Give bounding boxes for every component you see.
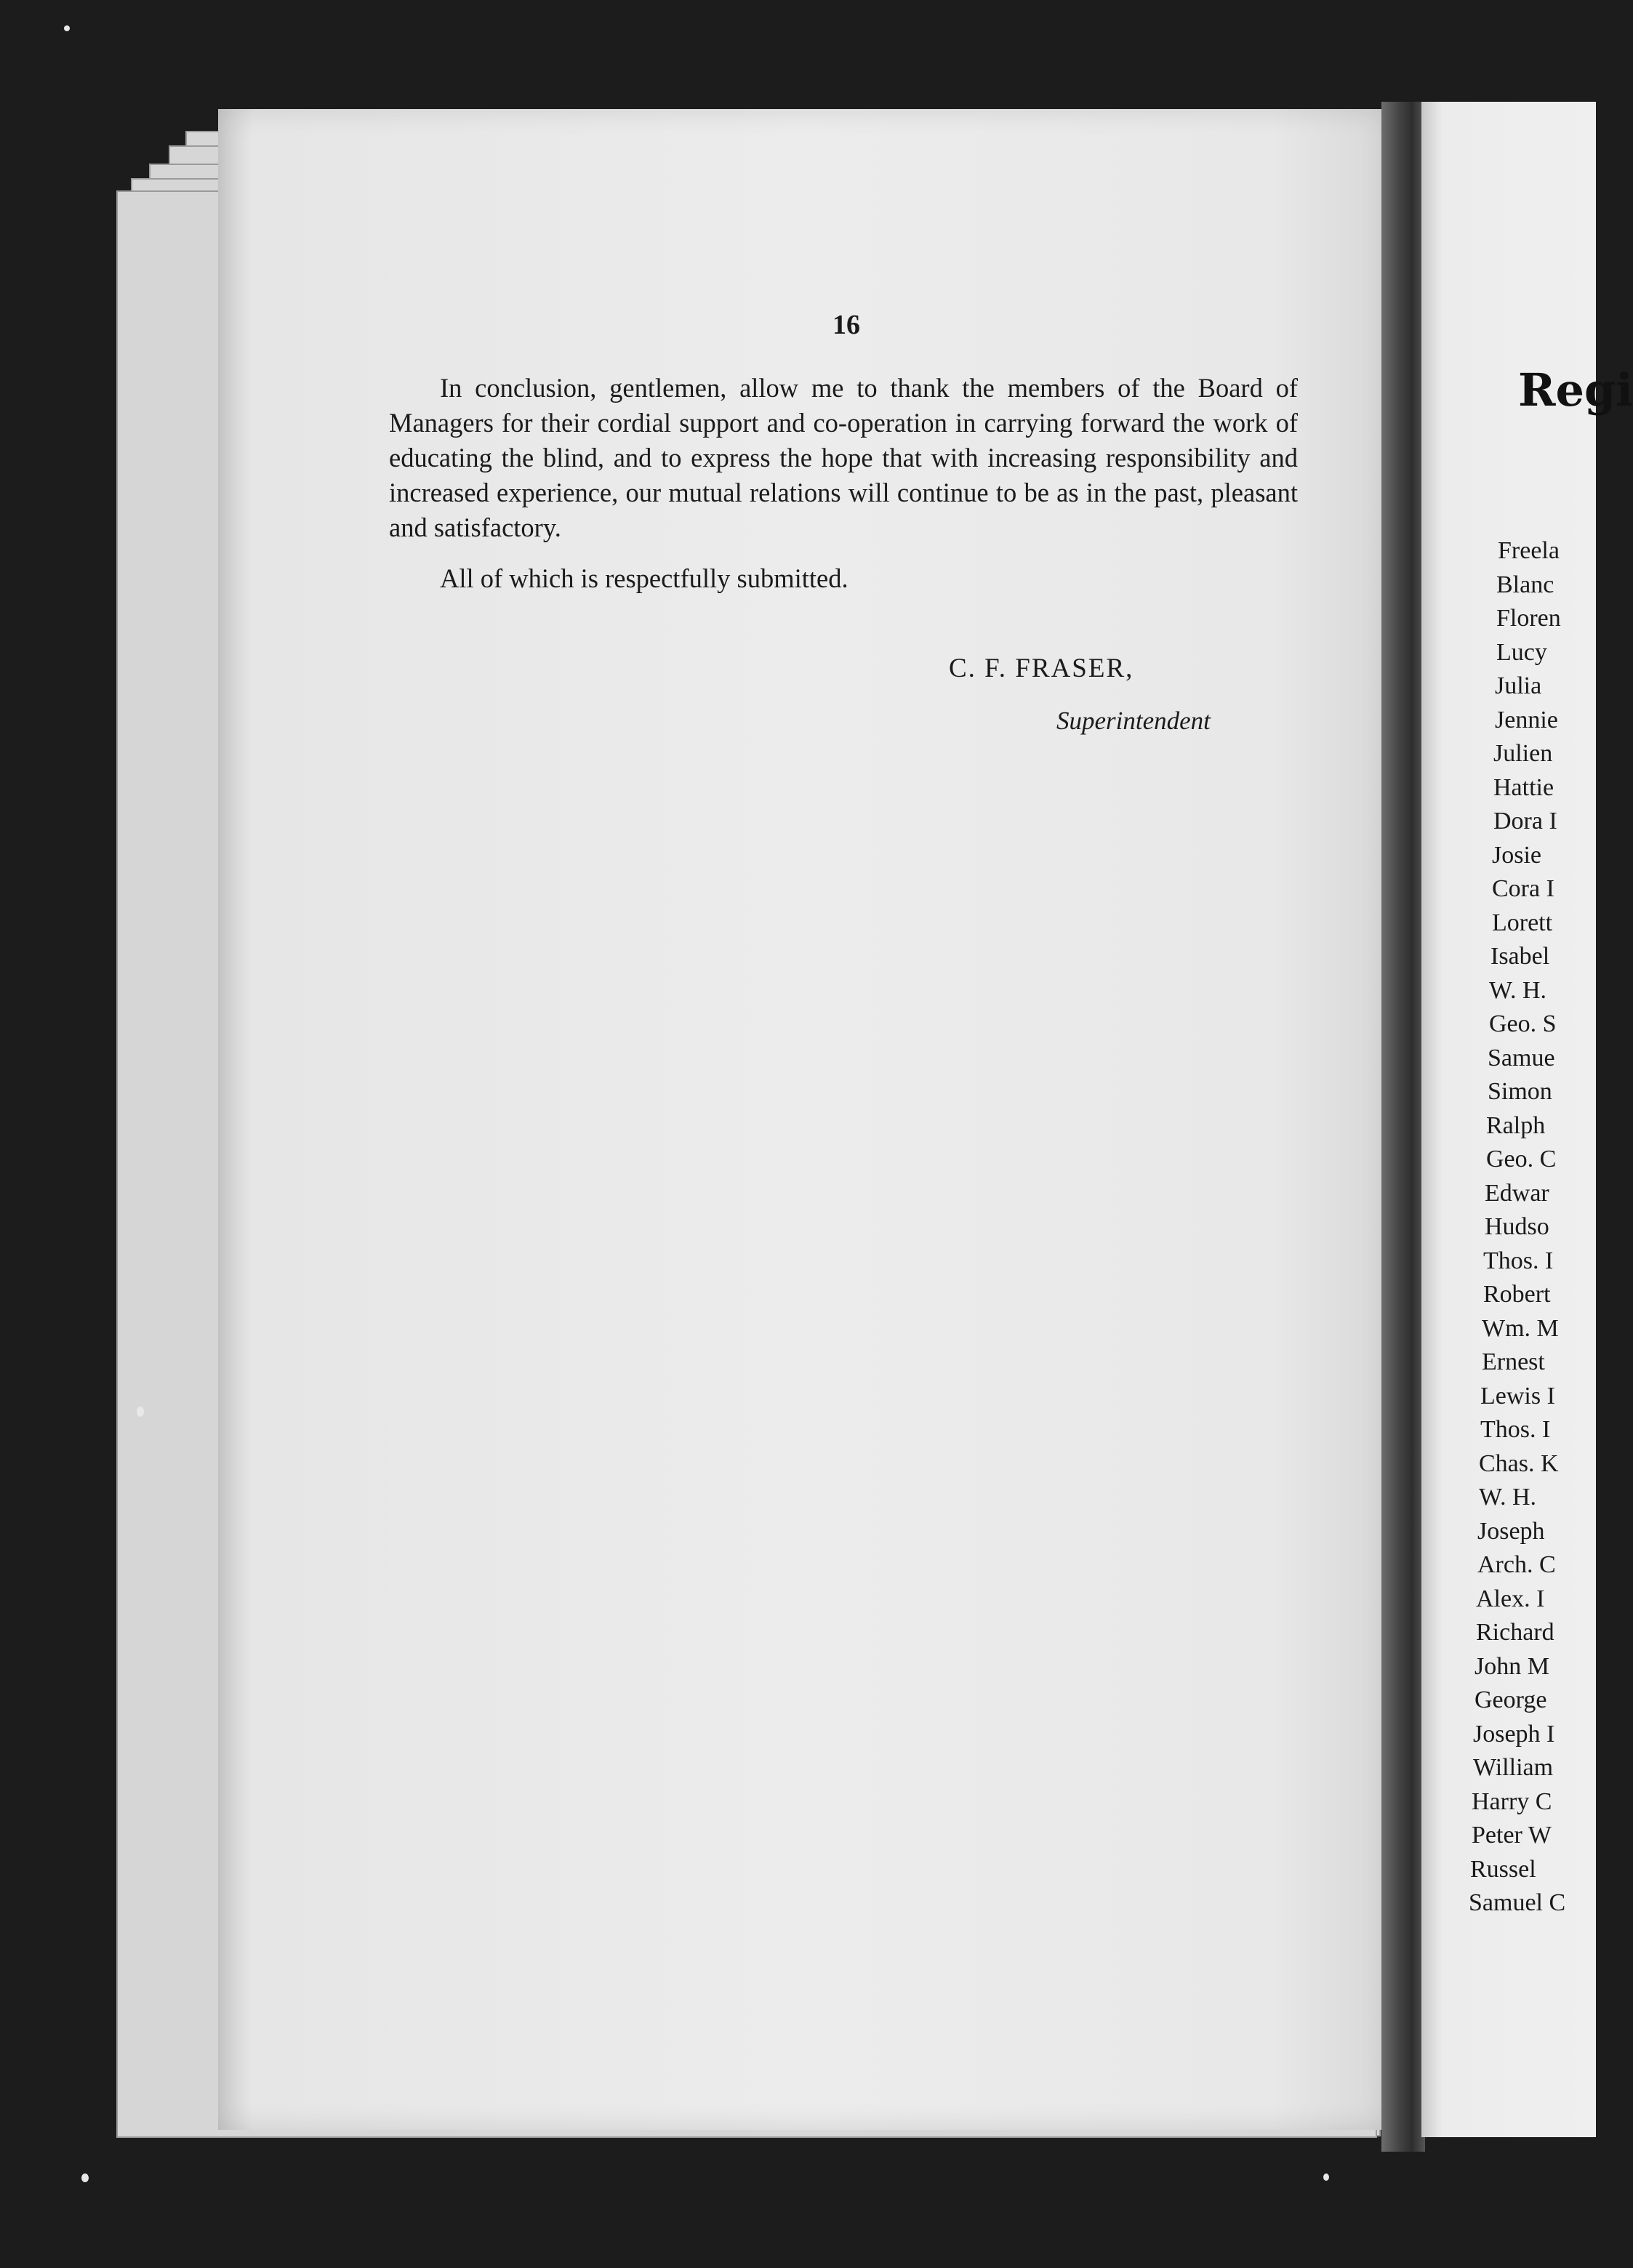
dust-speck <box>64 25 70 31</box>
register-name: Wm. M <box>1482 1314 1559 1342</box>
register-name: Geo. S <box>1489 1010 1557 1037</box>
register-name: Samuel C <box>1469 1889 1566 1916</box>
register-name: Joseph I <box>1473 1720 1555 1748</box>
register-name: Peter W <box>1472 1822 1552 1849</box>
book-gutter <box>1381 102 1425 2152</box>
register-name: Julia <box>1495 672 1542 699</box>
register-name: Ernest <box>1482 1348 1545 1375</box>
signature-name: C. F. FRASER, <box>949 654 1134 683</box>
register-name: Dora I <box>1493 808 1557 835</box>
register-name: Richard <box>1476 1619 1554 1646</box>
register-name: John M <box>1474 1652 1549 1680</box>
register-name: Lucy <box>1496 638 1547 666</box>
register-name: Edwar <box>1485 1179 1549 1207</box>
register-name: Cora I <box>1492 875 1554 902</box>
register-name: Freela <box>1498 537 1560 564</box>
register-name: Thos. I <box>1480 1416 1551 1443</box>
register-name: Lewis I <box>1480 1382 1555 1410</box>
register-name: Hattie <box>1493 773 1554 801</box>
register-name: Isabel <box>1490 943 1550 970</box>
register-name: Jennie <box>1495 706 1558 733</box>
register-name: Thos. I <box>1483 1247 1554 1274</box>
register-name: Alex. I <box>1476 1585 1545 1612</box>
register-name: Julien <box>1493 740 1553 767</box>
register-name: Chas. K <box>1479 1449 1559 1477</box>
register-name: Hudso <box>1485 1213 1549 1240</box>
dust-speck <box>1323 2174 1329 2181</box>
register-name: Josie <box>1492 841 1541 869</box>
register-name: Harry C <box>1472 1788 1552 1815</box>
register-name: Blanc <box>1496 571 1554 598</box>
register-heading: Regi <box>1518 363 1633 417</box>
register-name: William <box>1473 1754 1554 1781</box>
register-name: Floren <box>1496 605 1561 632</box>
report-text <box>389 371 1298 596</box>
register-name: Russel <box>1470 1855 1536 1883</box>
register-name: Ralph <box>1486 1111 1546 1139</box>
name-list <box>1469 534 1600 1921</box>
register-name: W. H. <box>1479 1484 1537 1511</box>
dust-speck <box>81 2174 89 2182</box>
register-name: Simon <box>1488 1078 1552 1105</box>
closing-paragraph: All of which is respectfully submitted. <box>440 563 848 593</box>
conclusion-paragraph: In conclusion, gentlemen, allow me to thank the members of the Board of Managers for their cordial support and co-operation in carrying forward the work of educating the blind, and to express the hope that with increasing responsibility and increased experience, our mutual relations will continue to be as in the past, pleasant and satisfactory. <box>389 373 1298 542</box>
register-name: Samue <box>1488 1044 1555 1071</box>
register-name: Geo. C <box>1486 1146 1557 1173</box>
register-name: Joseph <box>1477 1517 1545 1545</box>
page-number: 16 <box>832 310 860 340</box>
register-name: Arch. C <box>1477 1551 1556 1578</box>
register-name: W. H. <box>1489 976 1547 1004</box>
register-name: Lorett <box>1492 909 1553 936</box>
dust-speck <box>137 1407 144 1417</box>
signature-title: Superintendent <box>1056 707 1211 735</box>
register-name: George <box>1474 1686 1547 1713</box>
register-name: Robert <box>1483 1281 1551 1308</box>
